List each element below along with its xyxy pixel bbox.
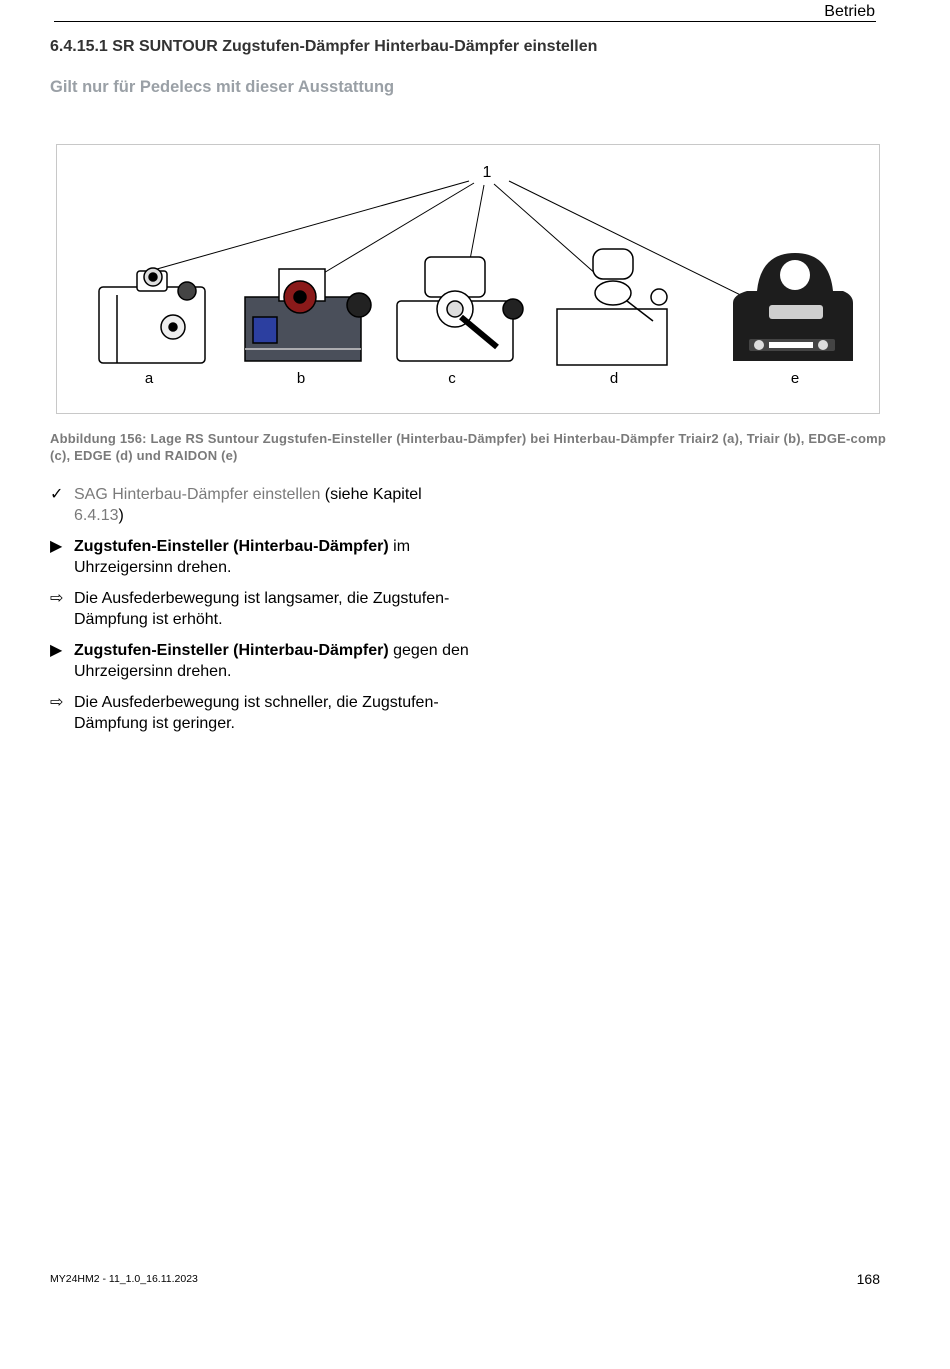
footer-doc-id: MY24HM2 - 11_1.0_16.11.2023 (50, 1273, 198, 1285)
header-section: Betrieb (824, 3, 875, 20)
figure-label-e: e (790, 370, 800, 387)
result-text: Die Ausfederbewegung ist langsamer, die Zugstufen-Dämpfung ist erhöht. (74, 590, 450, 628)
reference-close: ) (118, 507, 124, 524)
shock-d-illustration (557, 249, 667, 365)
action-component: Zugstufen-Einsteller (Hinterbau-Dämpfer) (74, 538, 389, 555)
shock-e-illustration (733, 253, 853, 361)
figure-label-d: d (609, 370, 619, 387)
page-title: 6.4.15.1 SR SUNTOUR Zugstufen-Dämpfer Hinterbau-Dämpfer einstellen (50, 38, 598, 55)
result-step (50, 588, 470, 630)
precondition-text: SAG Hinterbau-Dämpfer einstellen (74, 486, 321, 503)
figure-illustration (57, 145, 881, 415)
figure-label-b: b (296, 370, 306, 387)
reference-text: (siehe Kapitel (320, 486, 422, 503)
shock-a-illustration (99, 268, 205, 363)
precondition-step (50, 484, 470, 526)
page-number: 168 (856, 1271, 880, 1287)
shock-c-illustration (397, 257, 523, 361)
shock-b-illustration (245, 269, 371, 361)
figure-caption: Abbildung 156: Lage RS Suntour Zugstufen-Einsteller (Hinterbau-Dämpfer) bei Hinterbau-Dämpfer Triair2 (a), Triair (b), EDGE-comp (c), EDGE (d) und RAIDON (e) (50, 431, 887, 463)
figure (56, 144, 880, 414)
chapter-reference-link[interactable]: 6.4.13 (74, 507, 119, 524)
play-triangle-icon: ▶ (50, 642, 63, 659)
action-text: gegen den Uhrzeigersinn drehen. (74, 642, 469, 680)
result-arrow-icon: ⇨ (50, 590, 64, 607)
checkmark-icon: ✓ (50, 486, 64, 503)
action-text: im Uhrzeigersinn drehen. (74, 538, 411, 576)
result-arrow-icon: ⇨ (50, 694, 64, 711)
action-step (50, 640, 470, 682)
header-rule (54, 21, 876, 22)
play-triangle-icon: ▶ (50, 538, 63, 555)
action-component: Zugstufen-Einsteller (Hinterbau-Dämpfer) (74, 642, 389, 659)
figure-label-a: a (144, 370, 154, 387)
figure-label-c: c (448, 370, 456, 387)
callout-number: 1 (482, 164, 492, 181)
instruction-list (50, 484, 470, 744)
applicability-note: Gilt nur für Pedelecs mit dieser Ausstattung (50, 78, 395, 96)
action-step (50, 536, 470, 578)
result-text: Die Ausfederbewegung ist schneller, die Zugstufen-Dämpfung ist geringer. (74, 694, 439, 732)
result-step (50, 692, 470, 734)
